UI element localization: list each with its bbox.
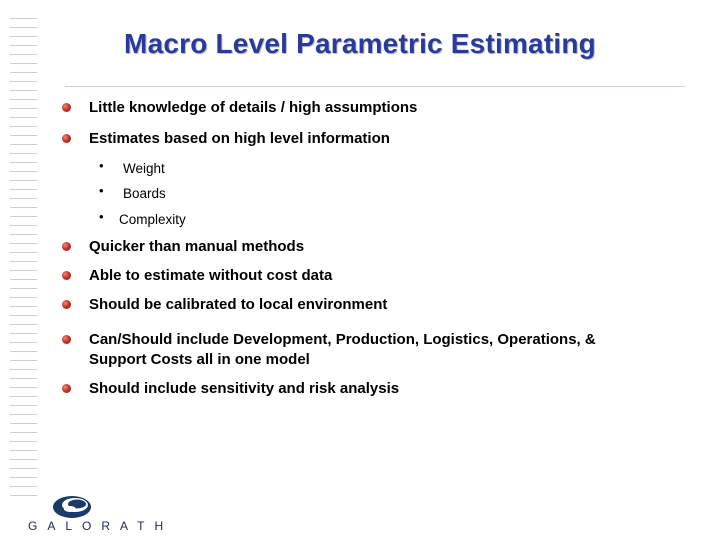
title-divider (65, 86, 685, 87)
red-sphere-bullet-icon (62, 103, 71, 112)
bullet-item: Quicker than manual methods (89, 238, 305, 255)
red-sphere-bullet-icon (62, 384, 71, 393)
bullet-item: Can/Should include Development, Production, Logistics, Operations, & (89, 331, 596, 348)
bullet-item: Should include sensitivity and risk analysis (89, 380, 400, 397)
sub-bullet-dot-icon: • (99, 158, 104, 173)
sub-bullet-item: Weight (123, 161, 165, 176)
bullet-item: Able to estimate without cost data (89, 267, 333, 284)
bullet-item: Should be calibrated to local environment (89, 296, 388, 313)
slide-title: Macro Level Parametric Estimating (124, 28, 596, 59)
bullet-item: Estimates based on high level information (89, 130, 390, 147)
red-sphere-bullet-icon (62, 300, 71, 309)
sub-bullet-dot-icon: • (99, 183, 104, 198)
red-sphere-bullet-icon (62, 242, 71, 251)
sub-bullet-item: Complexity (119, 212, 186, 227)
bullet-item: Little knowledge of details / high assumptions (89, 99, 418, 116)
bullet-item-continuation: Support Costs all in one model (89, 351, 310, 368)
sub-bullet-dot-icon: • (99, 209, 104, 224)
galorath-swoosh-icon (50, 494, 94, 520)
red-sphere-bullet-icon (62, 134, 71, 143)
logo-wordmark: GALORATH (28, 519, 174, 533)
sub-bullet-item: Boards (123, 186, 166, 201)
left-stripe-decoration (0, 0, 40, 500)
red-sphere-bullet-icon (62, 335, 71, 344)
red-sphere-bullet-icon (62, 271, 71, 280)
